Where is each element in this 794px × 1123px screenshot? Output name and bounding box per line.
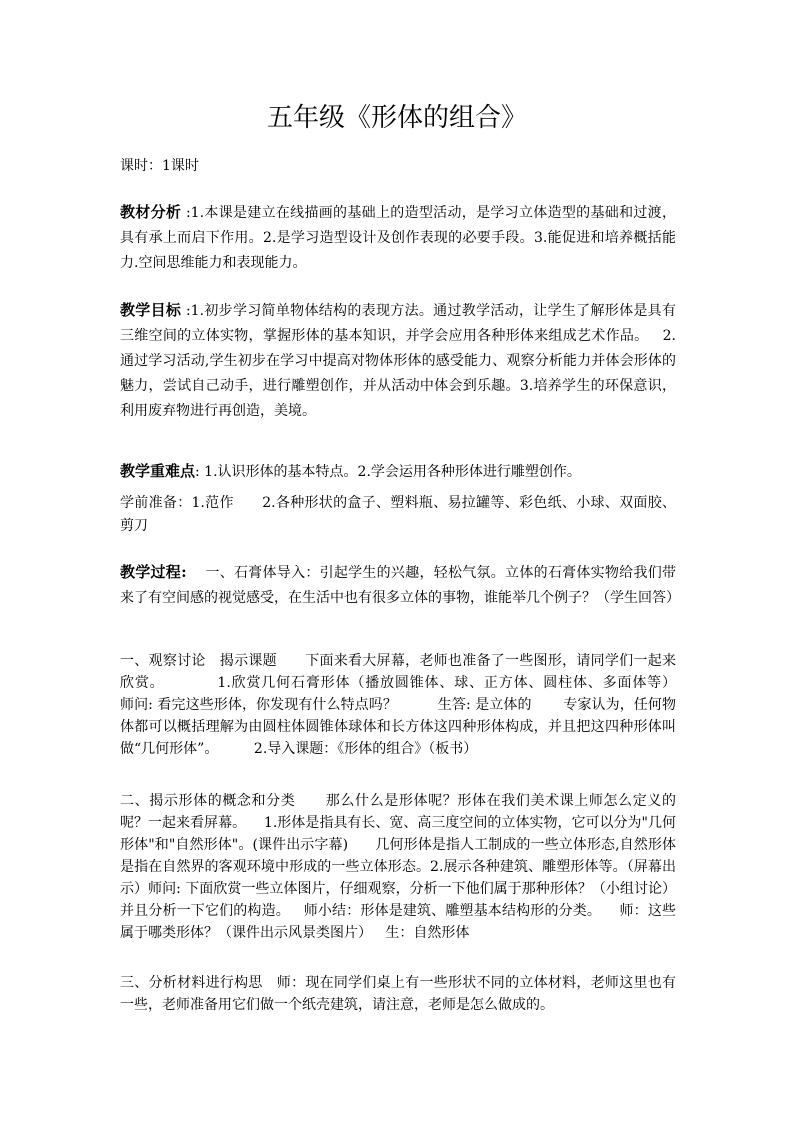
section-part2: 二、揭示形体的概念和分类 那么什么是形体呢？形体在我们美术课上师怎么定义的呢？一起来看屏幕。 1.形体是指具有长、宽、高三度空间的立体实物，它可以分为"几何形体"和"自然形体"。(课件出示字幕) 几何形体是指人工制成的一些立体形态,自然形体是指在自然界的客观环境中形成的一些立体形态。2.展示各种建筑、雕塑形体等。（屏幕出示）师问: 下面欣赏一些立体图片，仔细观察，分析一下他们属于那种形体？（小组讨论）并且分析一下它们的构造。 师小结：形体是建筑、雕塑基本结构形的分类。 师：这些属于哪类形体？（课件出示风景类图片） 生：自然形体 <box>120 793 676 941</box>
section-heading: 教学目标 <box>120 301 182 319</box>
section-text: :1.初步学习简单物体结构的表现方法。通过教学活动，让学生了解形体是具有三维空间的立体实物，掌握形体的基本知识，并学会应用各种形体来组成艺术作品。 2.通过学习活动,学生初步在学习中提高对物体形体的感受能力、观察分析能力并体会形体的魅力，尝试自己动手，进行雕塑创作，并从活动中体会到乐趣。3.培养学生的环保意识，利用废弃物进行再创造，美境。 <box>120 303 676 419</box>
section-prep: 学前准备：1.范作 2.各种形状的盒子、塑料瓶、易拉罐等、彩色纸、小球、双面胶、剪刀 <box>120 495 676 534</box>
section-heading: 教学过程: <box>120 563 187 581</box>
section-keypoints <box>120 460 676 484</box>
class-hours: 课时：1课时 <box>120 158 199 174</box>
section-material <box>120 200 676 276</box>
section-part3: 三、分析材料进行构思 师：现在同学们桌上有一些形状不同的立体材料，老师这里也有一些，老师准备用它们做一个纸壳建筑，请注意，老师是怎么做成的。 <box>120 975 676 1013</box>
section-heading: 教学重难点 <box>120 462 196 480</box>
section-text: 一、石膏体导入：引起学生的兴趣，轻松气氛。立体的石膏体实物给我们带来了有空间感的视觉感受，在生活中也有很多立体的事物，谁能举几个例子？（学生回答） <box>120 565 680 606</box>
section-process <box>120 560 680 611</box>
section-text: :1.本课是建立在线描画的基础上的造型活动，是学习立体造型的基础和过渡，具有承上而启下作用。2.是学习造型设计及创作表现的必要手段。3.能促进和培养概括能力.空间思维能力和表现能力。 <box>120 205 676 271</box>
section-heading: 教材分析 <box>120 203 182 221</box>
section-goals <box>120 298 676 424</box>
page-title: 五年级《形体的组合》 <box>266 103 527 133</box>
section-text: : 1.认识形体的基本特点。2.学会运用各种形体进行雕塑创作。 <box>195 464 581 480</box>
section-part1: 一、观察讨论 揭示课题 下面来看大屏幕，老师也准备了一些图形，请同学们一起来欣赏。 1.欣赏几何石膏形体（播放圆锥体、球、正方体、圆柱体、多面体等） 师问: 看完这些形体，你发现有什么特点吗？ 生答: 是立体的 专家认为，任何物体都可以概括理解为由圆柱体圆锥体球体和长方体这四种形体构成，并且把这四种形体叫做“几何形体”。 2.导入课题：《形体的组合》（板书） <box>120 653 712 757</box>
